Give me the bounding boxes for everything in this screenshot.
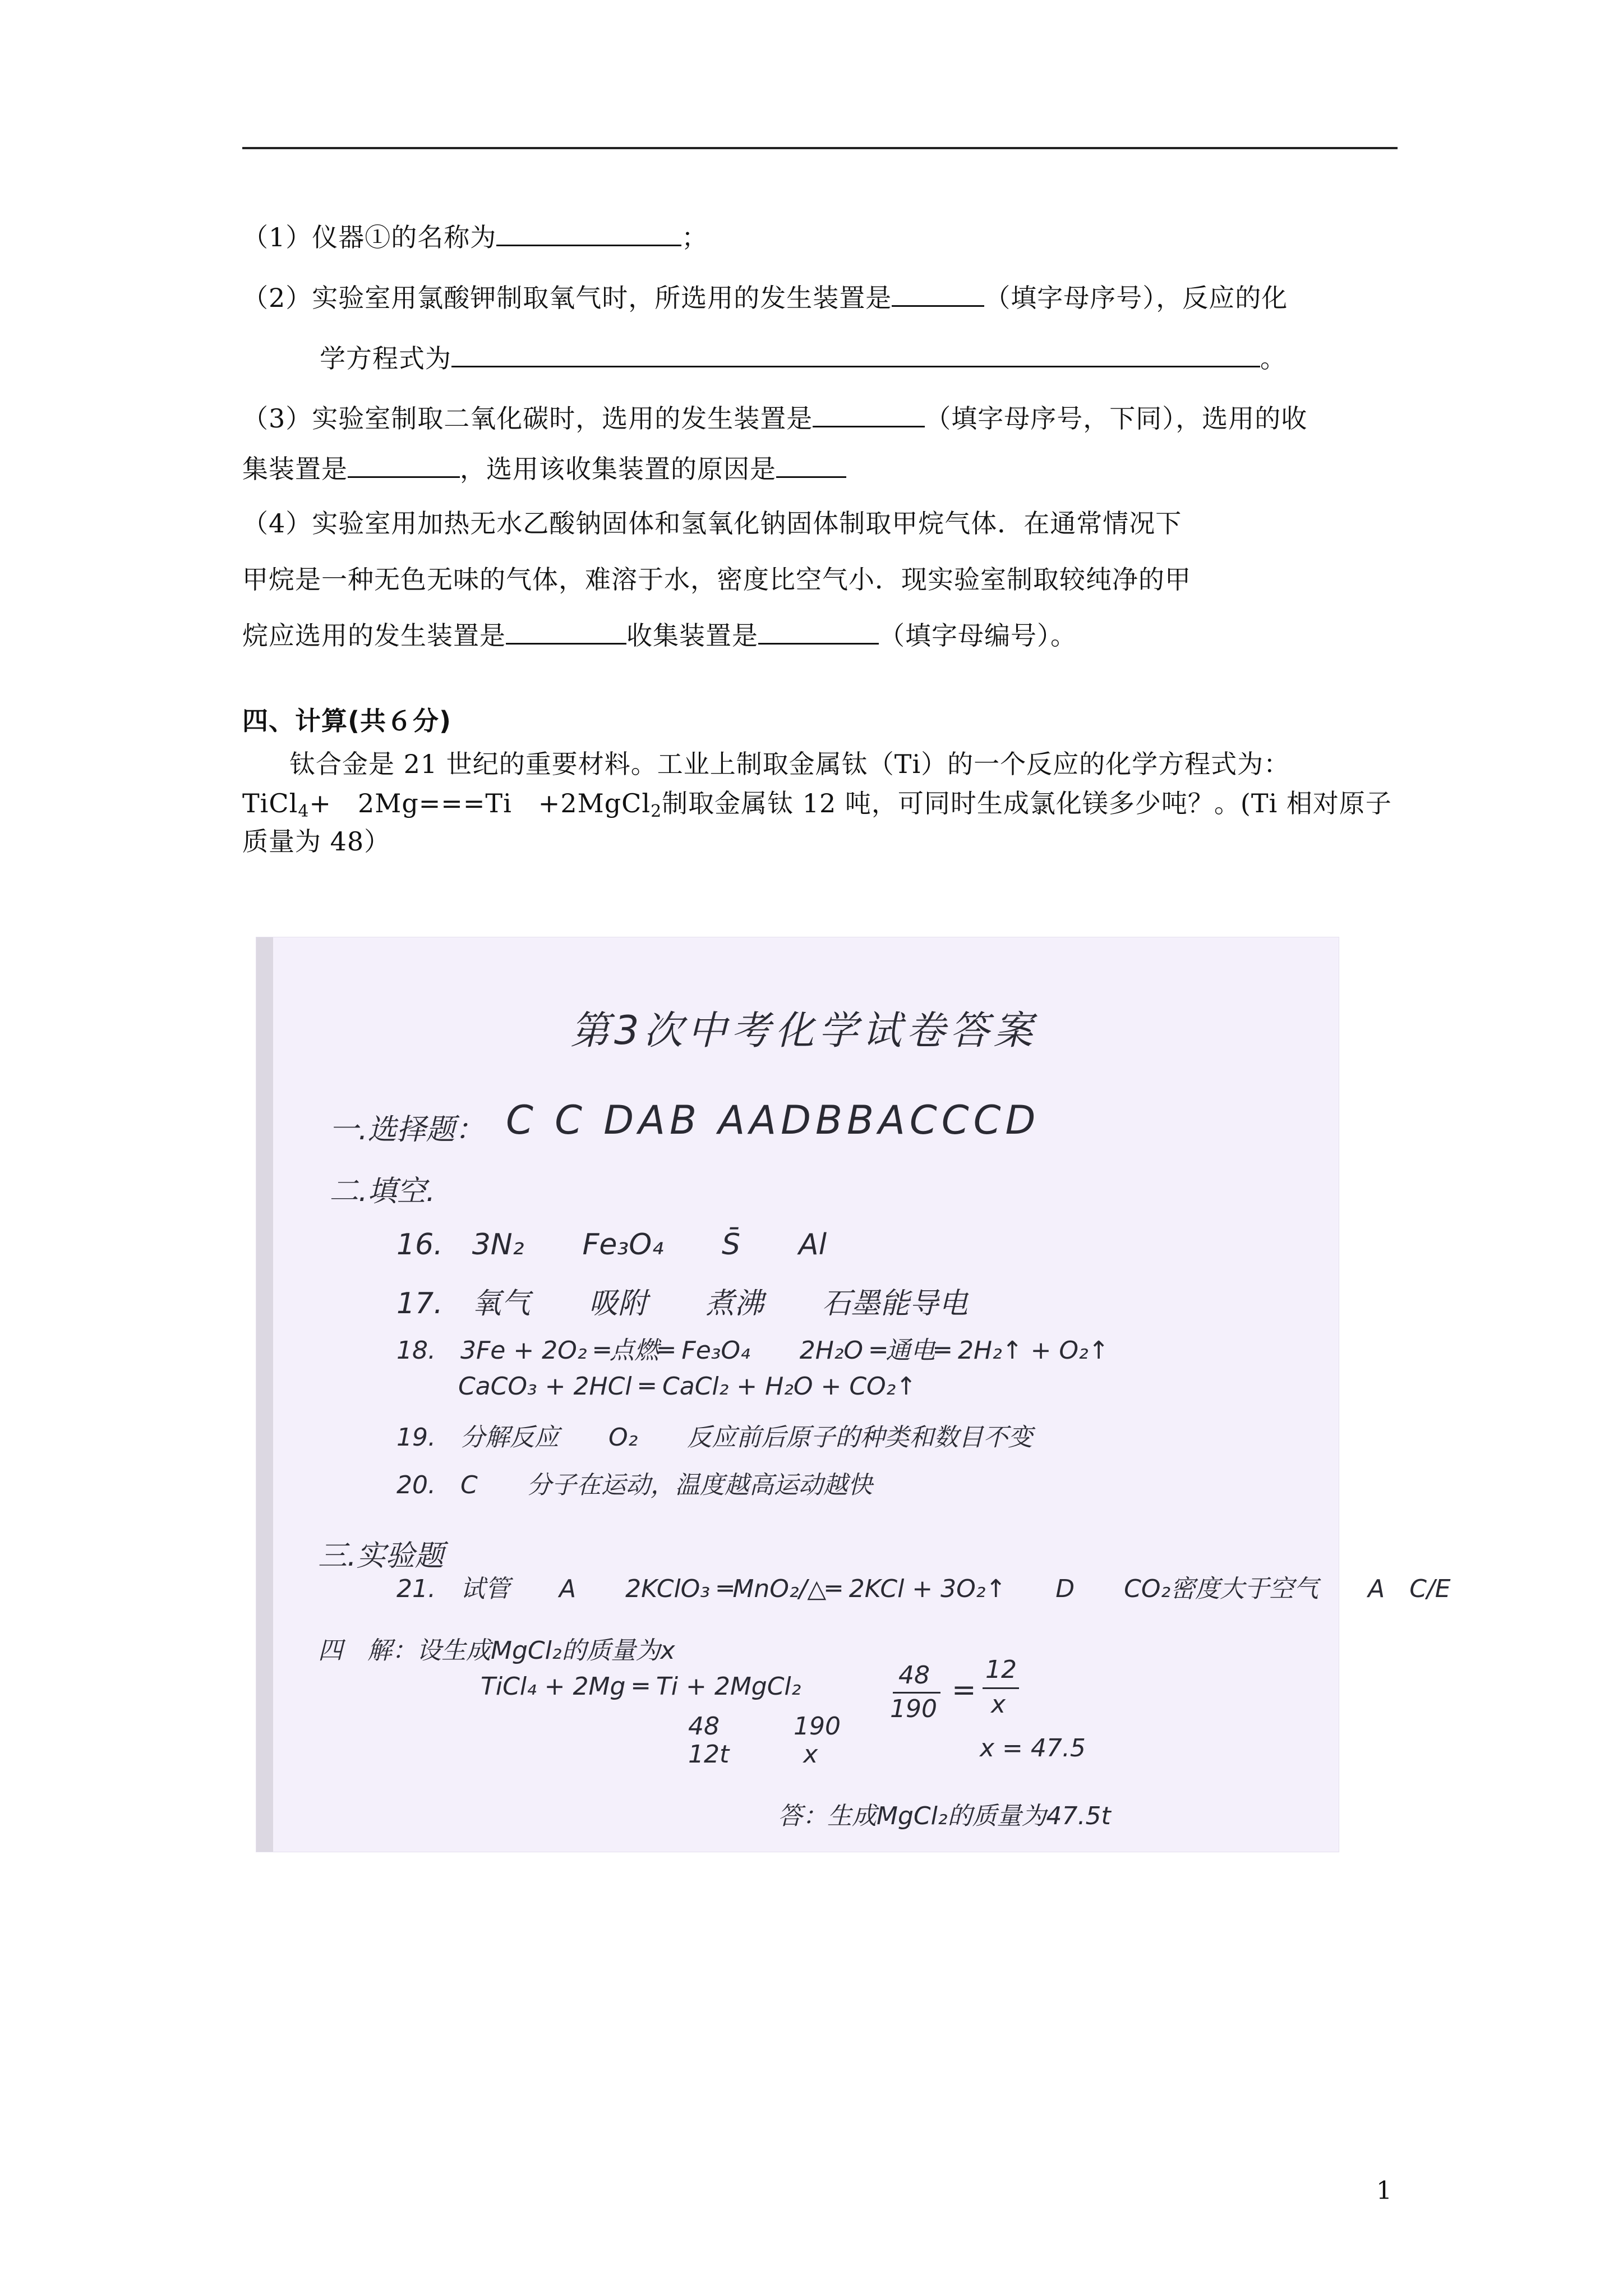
answer-19: 19. 分解反应 O₂ 反应前后原子的种类和数目不变 [396,1423,1033,1452]
calc-equation: TiCl₄ + 2Mg ═ Ti + 2MgCl₂ [481,1672,801,1701]
answer-21: 21. 试管 A 2KClO₃ ═MnO₂/△═ 2KCl + 3O₂↑ D CO₂密度大于空气 A C/E [396,1575,1451,1603]
ratio-left-numerator: 48 [898,1661,930,1690]
answer-16: 16. 3N₂ Fe₃O₄ S̄ Al [396,1228,827,1262]
q4-text-2: 甲烷是一种无色无味的气体，难溶于水，密度比空气小．现实验室制取较纯净的甲 [242,564,1191,595]
q2-text: （2）实验室用氯酸钾制取氧气时，所选用的发生装置是 [242,283,892,313]
calc-conclusion: 答：生成MgCl₂的质量为47.5t [778,1802,1111,1830]
ratio-right-bar [983,1687,1019,1689]
q1-line [242,219,708,254]
answer-20: 20. C 分子在运动，温度越高运动越快 [396,1471,873,1499]
choice-label: 一.选择题： [329,1113,485,1147]
q4-text-3: 烷应选用的发生装置是 [242,620,506,651]
q4-blank-device [506,617,626,645]
calc-label: 四 解：设生成MgCl₂的质量为x [318,1636,675,1665]
ratio-left-denominator: 190 [890,1695,937,1723]
calc-masses: 48 190 [688,1712,841,1741]
q3-text-2: （填字母序号，下同），选用的收 [925,403,1308,434]
answer-18b: CaCO₃ + 2HCl ═ CaCl₂ + H₂O + CO₂↑ [458,1372,917,1401]
page-number: 1 [1376,2177,1392,2205]
q2-end: 。 [1260,343,1287,374]
answer-key-title: 第3次中考化学试卷答案 [570,1007,1038,1053]
q2-line-2 [320,340,1287,375]
fill-label: 二.填空. [329,1175,436,1208]
subscript-2: 2 [651,802,662,821]
ratio-right-numerator: 12 [985,1655,1017,1684]
ratio-left-bar [893,1692,940,1694]
q4-blank-collect [758,617,879,645]
section-4-title: 四、计算(共６分) [242,706,452,736]
q4-line-3 [242,617,1077,652]
formula-rest: + 2Mg===Ti +2MgCl [309,788,651,818]
q3-blank-collect [348,450,460,478]
q1-blank [496,219,681,246]
q3-text-3: 集装置是 [242,454,348,484]
q2-line-1 [242,279,1288,315]
section-4-para-3: 质量为 48） [242,826,391,857]
q4-line-2 [242,563,1191,596]
section-4-para-2 [242,786,1392,829]
q3-blank-reason [776,450,846,478]
calc-result: x = 47.5 [980,1734,1086,1763]
q4-end: （填字母编号）。 [879,620,1077,651]
ratio-right-denominator: x [991,1690,1006,1719]
photo-shadow-edge [256,937,273,1852]
q4-line-1 [242,507,1182,540]
answer-key-photo [256,937,1451,1852]
choice-answers: C C DAB AADBBACCCD [506,1097,1040,1143]
answer-17: 17. 氧气 吸附 煮沸 石墨能导电 [396,1287,968,1320]
q2-text-3: 学方程式为 [320,343,451,374]
section-4-question: 制取金属钛 12 吨，可同时生成氯化镁多少吨？。(Ti 相对原子 [662,788,1392,818]
subscript-4: 4 [298,802,310,821]
q4-text-4: 收集装置是 [626,620,758,651]
answer-18a: 18. 3Fe + 2O₂ ═点燃═ Fe₃O₄ 2H₂O ═通电═ 2H₂↑ + O₂↑ [396,1336,1109,1365]
q3-line-2 [242,450,846,486]
q3-line-1 [242,400,1307,435]
q1-text: （1）仪器①的名称为 [242,222,497,252]
q1-end: ； [681,222,708,252]
q3-text: （3）实验室制取二氧化碳时，选用的发生装置是 [242,403,813,434]
q2-blank-equation [451,340,1260,367]
q3-blank-device [813,400,925,427]
q2-blank-device [892,279,984,307]
experiment-label: 三.实验题 [318,1539,444,1573]
q3-text-4: ，选用该收集装置的原因是 [460,454,776,484]
q4-text: （4）实验室用加热无水乙酸钠固体和氢氧化钠固体制取甲烷气体．在通常情况下 [242,508,1182,539]
ratio-equals: = [952,1673,976,1707]
header-rule [242,147,1398,149]
formula-ticl: TiCl [242,788,298,818]
calc-quantities: 12t x [688,1740,818,1769]
q2-text-2: （填字母序号），反应的化 [984,283,1288,313]
section-4-para-1: 钛合金是 21 世纪的重要材料。工业上制取金属钛（Ti）的一个反应的化学方程式为： [289,749,1290,779]
